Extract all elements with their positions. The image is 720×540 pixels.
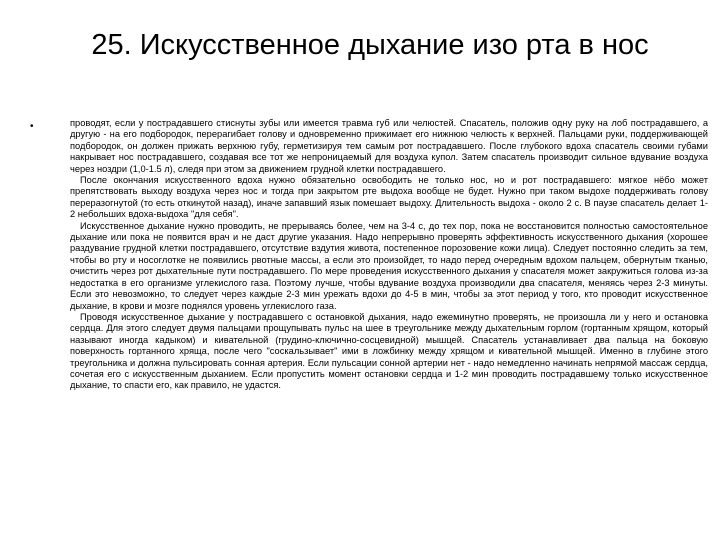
- slide-body: [70, 118, 708, 392]
- body-paragraph: Искусственное дыхание нужно проводить, не прерываясь более, чем на 3-4 с, до тех пор, пока не восстановится полностью самостоятельное дыхание или пока не появится врач и не даст другие указания. Надо непрерывно проверять эффективность искусственного дыхания (хорошее раздувание грудной клетки пострадавшего, отсутствие вздутия живота, постепенное порозовение кожи лица). Следует постоянно следить за тем, чтобы во рту и носоглотке не появились рвотные массы, а если это произойдет, то надо перед очередным вдохом пальцем, обернутым тканью, очистить через рот дыхательные пути пострадавшего. По мере проведения искусственного дыхания у спасателя может закружиться голова из-за недостатка в его организме углекислого газа. Поэтому лучше, чтобы вдувание воздуха производили два спасателя, меняясь через 2-3 минуты. Если это невозможно, то следует через каждые 2-3 мин урежать вдохи до 4-5 в мин, чтобы за этот период у того, кто проводит искусственное дыхание, в крови и мозге поднялся уровень углекислого газа.: [70, 220, 708, 311]
- body-paragraph: После окончания искусственного вдоха нужно обязательно освободить не только нос, но и рот пострадавшего: мягкое нёбо может препятствовать выходу воздуха через нос и тогда при закрытом рте выдоха вообще не будет. Нужно при таком выдохе поддерживать голову переразогнутой (то есть откинутой назад), иначе запавший язык помешает выдоху. Длительность выдоха - около 2 с. В паузе спасатель делает 1-2 небольших вдоха-выдоха "для себя".: [70, 175, 708, 220]
- bullet-icon: •: [30, 121, 34, 132]
- slide-title: 25. Искусственное дыхание изо рта в нос: [91, 29, 649, 61]
- body-paragraph: Проводя искусственное дыхание у пострадавшего с остановкой дыхания, надо ежеминутно проверять, не произошла ли у него и остановка сердца. Для этого следует двумя пальцами прощупывать пульс на шее в треугольнике между дыхательным горлом (гортанным хрящом, который называют иногда кадыком) и кивательной (грудино-ключично-сосцевидной) мышцей. Спасатель устанавливает два пальца на боковую поверхность гортанного хряща, после чего "соскальзывает" ими в ложбинку между хрящом и кивательной мышцей. Именно в глубине этого треугольника и должна пульсировать сонная артерия. Если пульсации сонной артерии нет - надо немедленно начинать непрямой массаж сердца, сочетая его с искусственным дыханием. Если пропустить момент остановки сердца и 1-2 мин проводить пострадавшему только искусственное дыхание, то спасти его, как правило, не удастся.: [70, 311, 708, 391]
- body-paragraph: проводят, если у пострадавшего стиснуты зубы или имеется травма губ или челюстей. Спасатель, положив одну руку на лоб пострадавшего, а другую - на его подбородок, перерагибает голову и одновременно прижимает его нижнюю челюсть к верхней. Пальцами руки, поддерживающей подбородок, он должен прижать верхнюю губу, герметизируя тем самым рот пострадавшего. После глубокого вдоха спасатель своими губами накрывает нос пострадавшего, создавая все тот же непроницаемый для воздуха купол. Затем спасатель производит сильное вдувание воздуха через ноздри (1,0-1.5 л), следя при этом за движением грудной клетки пострадавшего.: [70, 118, 708, 174]
